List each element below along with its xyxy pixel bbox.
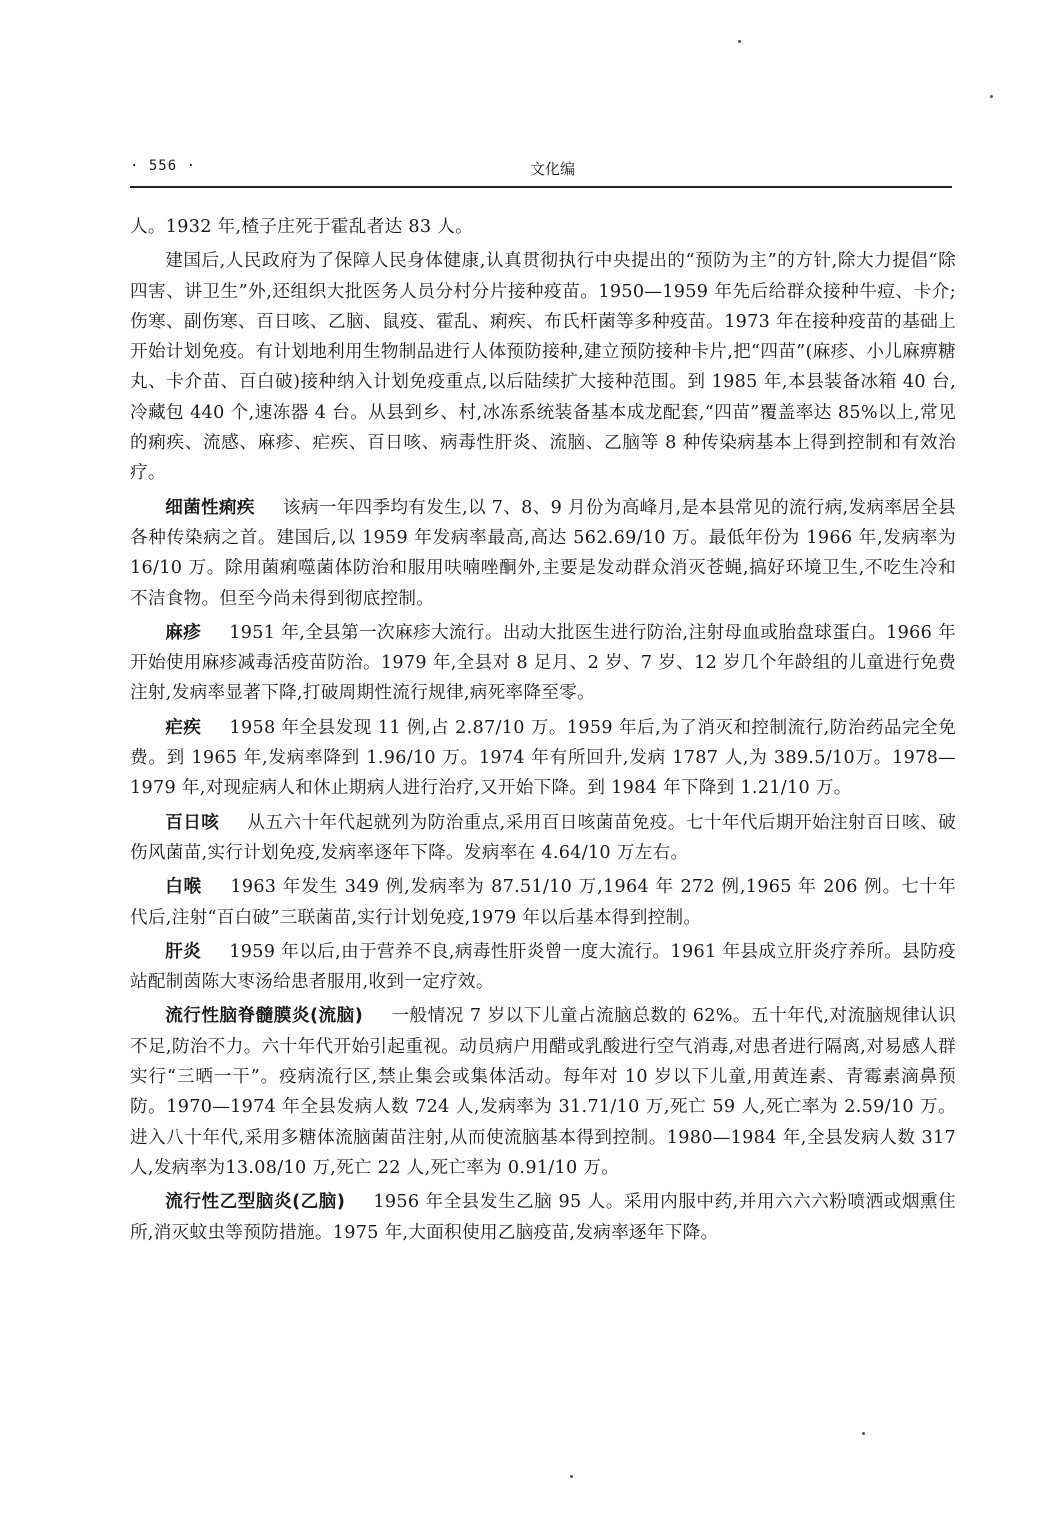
paragraph-encephalitis-b (130, 1187, 956, 1248)
paragraph-text: 一般情况 7 岁以下儿童占流脑总数的 62%。五十年代,对流脑规律认识不足,防治不力。六十年代开始引起重视。动员病户用醋或乳酸进行空气消毒,对患者进行隔离,对易感人群实行“三晒一干”。疫病流行区,禁止集会或集体活动。每年对 10 岁以下儿童,用黄连素、青霉素滴鼻预防。1970—1974 年全县发病人数 724 人,发病率为 31.71/10 万,死亡 59 人,死亡率为 2.59/10 万。进入八十年代,采用多糖体流脑菌苗注射,从而使流脑基本得到控制。1980—1984 年,全县发病人数 317 人,发病率为13.08/10 万,死亡 22 人,死亡率为 0.91/10 万。 (130, 1006, 957, 1178)
section-title: 文化编 (530, 160, 576, 178)
paragraph-hepatitis (130, 937, 956, 998)
paragraph-text: 建国后,人民政府为了保障人民身体健康,认真贯彻执行中央提出的“预防为主”的方针,除大力提倡“除四害、讲卫生”外,还组织大批医务人员分村分片接种疫苗。1950—1959 年先后给群众接种牛痘、卡介;伤寒、副伤寒、百日咳、乙脑、鼠疫、霍乱、痢疾、布氏杆菌等多种疫苗。1973 年在接种疫苗的基础上开始计划免疫。有计划地利用生物制品进行人体预防接种,建立预防接种卡片,把“四苗”(麻疹、小儿麻痹糖丸、卡介苗、百白破)接种纳入计划免疫重点,以后陆续扩大接种范围。到 1985 年,本县装备冰箱 40 台,冷藏包 440 个,速冻器 4 台。从县到乡、村,冰冻系统装备基本成龙配套,“四苗”覆盖率达 85%以上,常见的痢疾、流感、麻疹、疟疾、百日咳、病毒性肝炎、流脑、乙脑等 8 种传染病基本上得到控制和有效治疗。 (130, 251, 956, 484)
paragraph-post-1949 (130, 246, 956, 488)
scan-speck (738, 40, 741, 43)
disease-term: 百日咳 (165, 812, 220, 833)
paragraph-text: 1951 年,全县第一次麻疹大流行。出动大批医生进行防治,注射母血或胎盘球蛋白。1966 年开始使用麻疹减毒活疫苗防治。1979 年,全县对 8 足月、2 岁、7 岁、12 岁几个年龄组的儿童进行免费注射,发病率显著下降,打破周期性流行规律,病死率降至零。 (130, 622, 956, 704)
paragraph-text: 1963 年发生 349 例,发病率为 87.51/10 万,1964 年 272 例,1965 年 206 例。七十年代后,注射“百白破”三联菌苗,实行计划免疫,1979 年以后基本得到控制。 (130, 877, 957, 928)
paragraph-text: 该病一年四季均有发生,以 7、8、9 月份为高峰月,是本县常见的流行病,发病率居全县各种传染病之首。建国后,以 1959 年发病率最高,高达 562.69/10 万。最低年份为 1966 年,发病率为 16/10 万。除用菌痢噬菌体防治和服用呋喃唑酮外,主要是发动群众消灭苍蝇,搞好环境卫生,不吃生冷和不洁食物。但至今尚未得到彻底控制。 (130, 497, 956, 609)
page-number: · 556 · (130, 158, 197, 174)
paragraph-measles (130, 618, 956, 709)
paragraph-meningitis (130, 1001, 956, 1183)
disease-term: 流行性脑脊髓膜炎(流脑) (165, 1006, 364, 1027)
paragraph-bacillary-dysentery (130, 493, 956, 614)
disease-term: 肝炎 (165, 941, 202, 962)
disease-term: 细菌性痢疾 (165, 497, 255, 518)
paragraph-text: 从五六十年代起就列为防治重点,采用百日咳菌苗免疫。七十年代后期开始注射百日咳、破伤风菌苗,实行计划免疫,发病率逐年下降。发病率在 4.64/10 万左右。 (130, 812, 956, 863)
disease-term: 流行性乙型脑炎(乙脑) (165, 1192, 346, 1213)
paragraph-text: 人。1932 年,楂子庄死于霍乱者达 83 人。 (130, 217, 474, 237)
paragraph-diphtheria (130, 872, 956, 933)
paragraph-malaria (130, 713, 956, 804)
disease-term: 麻疹 (165, 622, 202, 643)
header-divider (130, 186, 952, 188)
paragraph-text: 1958 年全县发现 11 例,占 2.87/10 万。1959 年后,为了消灭和控制流行,防治药品完全免费。到 1965 年,发病率降到 1.96/10 万。1974 年有所回升,发病 1787 人,为 389.5/10万。1978—1979 年,对现症病人和休止期病人进行治疗,又开始下降。到 1984 年下降到 1.21/10 万。 (130, 717, 956, 799)
paragraph-pertussis (130, 808, 956, 869)
disease-term: 疟疾 (165, 717, 202, 738)
page-header (130, 158, 950, 188)
disease-term: 白喉 (165, 877, 203, 898)
paragraph-text: 1956 年全县发生乙脑 95 人。采用内服中药,并用六六六粉喷洒或烟熏住所,消灭蚊虫等预防措施。1975 年,大面积使用乙脑疫苗,发病率逐年下降。 (130, 1192, 956, 1243)
paragraph-text: 1959 年以后,由于营养不良,病毒性肝炎曾一度大流行。1961 年县成立肝炎疗养所。县防疫站配制茵陈大枣汤给患者服用,收到一定疗效。 (130, 941, 956, 993)
scan-speck (570, 1475, 573, 1478)
body-text (130, 212, 956, 1252)
scan-speck (862, 1432, 865, 1435)
scan-speck (990, 95, 993, 98)
paragraph-continuation (130, 212, 956, 242)
